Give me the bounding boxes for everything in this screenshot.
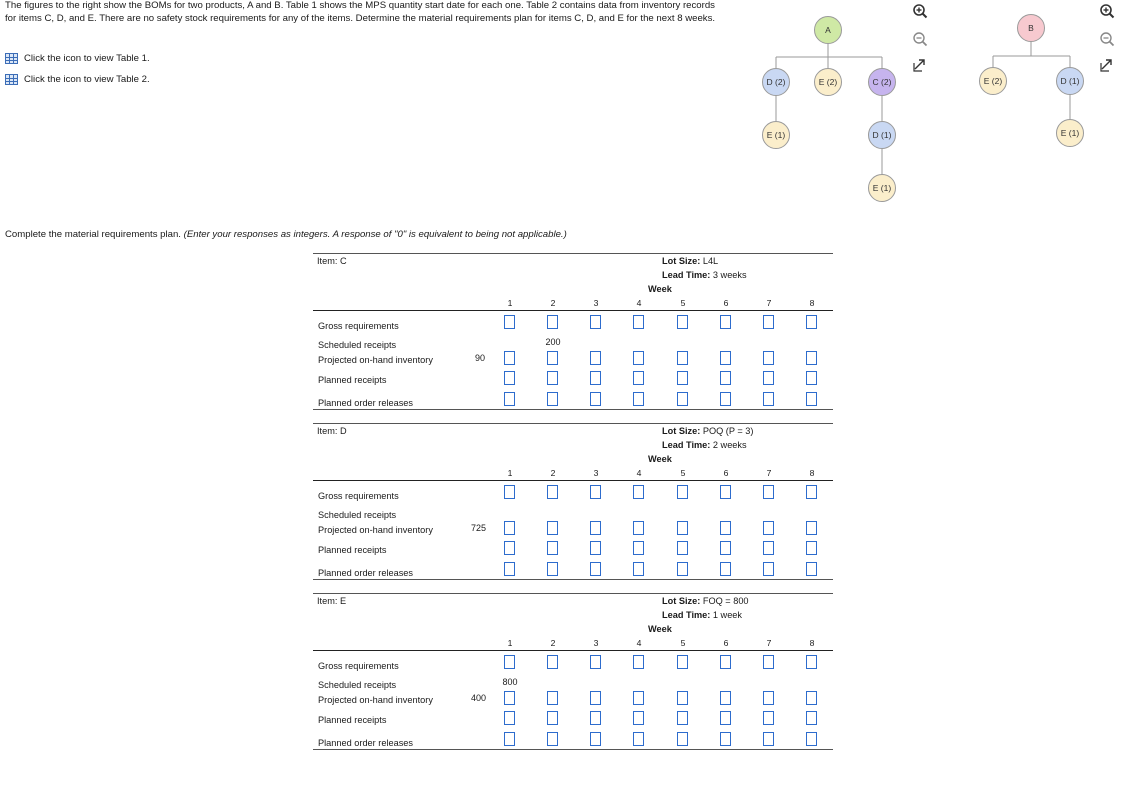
projected-on-hand-week-4-input[interactable] — [633, 351, 644, 365]
planned-order-releases-week-2-input[interactable] — [547, 562, 558, 576]
projected-on-hand-week-2-input[interactable] — [547, 521, 558, 535]
table-icon[interactable] — [5, 74, 18, 85]
zoom-out-icon[interactable] — [1099, 31, 1115, 47]
gross-requirements-week-4-input[interactable] — [633, 485, 644, 499]
planned-order-releases-week-8-input[interactable] — [806, 732, 817, 746]
planned-order-releases-week-7-input[interactable] — [763, 392, 774, 406]
week-number: 6 — [723, 638, 729, 648]
week-header: Week — [648, 624, 672, 634]
lot-size — [662, 256, 718, 266]
week-number: 3 — [593, 638, 599, 648]
mrp-table-item-c — [313, 253, 833, 410]
projected-on-hand-week-1-input[interactable] — [504, 691, 515, 705]
lead-time — [662, 440, 747, 450]
item-label: Item: D — [317, 426, 347, 436]
expand-icon[interactable] — [1099, 57, 1115, 73]
week-number: 4 — [636, 298, 642, 308]
lead-time — [662, 610, 742, 620]
scheduled-receipt-value: 200 — [545, 337, 561, 347]
week-number: 7 — [766, 298, 772, 308]
gross-requirements-week-1-input[interactable] — [504, 655, 515, 669]
lead-time-value: 2 weeks — [710, 440, 747, 450]
planned-order-releases-week-8-input[interactable] — [806, 392, 817, 406]
gross-requirements-week-5-input[interactable] — [677, 655, 688, 669]
table-bottom-rule — [313, 749, 833, 750]
table-2-link-label[interactable]: Click the icon to view Table 2. — [24, 74, 150, 85]
projected-on-hand-week-7-input[interactable] — [763, 691, 774, 705]
row-label: Planned order releases — [318, 398, 413, 408]
zoom-in-icon[interactable] — [912, 3, 928, 19]
projected-on-hand-week-6-input[interactable] — [720, 351, 731, 365]
week-number: 4 — [636, 638, 642, 648]
planned-receipts-week-3-input[interactable] — [590, 371, 601, 385]
lot-size-value: L4L — [700, 256, 719, 266]
lot-size — [662, 426, 753, 436]
planned-order-releases-week-6-input[interactable] — [720, 732, 731, 746]
planned-order-releases-week-1-input[interactable] — [504, 732, 515, 746]
week-number: 2 — [550, 298, 556, 308]
lead-time-value: 1 week — [710, 610, 743, 620]
lot-size-label: Lot Size: — [662, 256, 701, 266]
lot-size-label: Lot Size: — [662, 596, 701, 606]
table-2-link[interactable] — [5, 74, 150, 85]
projected-on-hand-week-4-input[interactable] — [633, 691, 644, 705]
planned-receipts-week-2-input[interactable] — [547, 371, 558, 385]
lead-time-label: Lead Time: — [662, 610, 711, 620]
projected-on-hand-week-5-input[interactable] — [677, 691, 688, 705]
table-icon[interactable] — [5, 53, 18, 64]
lot-size-value: POQ (P = 3) — [700, 426, 754, 436]
projected-on-hand-week-2-input[interactable] — [547, 351, 558, 365]
week-number: 5 — [680, 468, 686, 478]
planned-receipts-week-7-input[interactable] — [763, 371, 774, 385]
week-number: 8 — [809, 468, 815, 478]
planned-order-releases-week-5-input[interactable] — [677, 562, 688, 576]
projected-on-hand-week-2-input[interactable] — [547, 691, 558, 705]
mrp-table-item-e — [313, 593, 833, 750]
planned-order-releases-week-3-input[interactable] — [590, 392, 601, 406]
gross-requirements-week-2-input[interactable] — [547, 315, 558, 329]
week-number: 7 — [766, 468, 772, 478]
row-label: Planned receipts — [318, 715, 387, 725]
planned-receipts-week-1-input[interactable] — [504, 371, 515, 385]
planned-order-releases-week-1-input[interactable] — [504, 392, 515, 406]
table-top-rule — [313, 253, 833, 254]
row-label: Projected on-hand inventory — [318, 695, 433, 705]
row-label: Planned order releases — [318, 568, 413, 578]
projected-on-hand-week-1-input[interactable] — [504, 351, 515, 365]
week-number: 1 — [507, 468, 513, 478]
week-number: 8 — [809, 298, 815, 308]
bom-b-node-d-e: E (1) — [1056, 119, 1084, 147]
planned-receipts-week-5-input[interactable] — [677, 541, 688, 555]
item-label: Item: E — [317, 596, 347, 606]
planned-order-releases-week-4-input[interactable] — [633, 392, 644, 406]
planned-receipts-week-8-input[interactable] — [806, 711, 817, 725]
planned-order-releases-week-7-input[interactable] — [763, 562, 774, 576]
table-1-link[interactable] — [5, 53, 150, 64]
gross-requirements-week-7-input[interactable] — [763, 315, 774, 329]
table-1-link-label[interactable]: Click the icon to view Table 1. — [24, 53, 150, 64]
item-label: Item: C — [317, 256, 347, 266]
zoom-in-icon[interactable] — [1099, 3, 1115, 19]
row-label: Gross requirements — [318, 321, 399, 331]
row-label: Planned order releases — [318, 738, 413, 748]
projected-on-hand-week-5-input[interactable] — [677, 521, 688, 535]
gross-requirements-week-5-input[interactable] — [677, 485, 688, 499]
lot-size-value: FOQ = 800 — [700, 596, 749, 606]
week-number: 4 — [636, 468, 642, 478]
bom-a-node-d-e: E (1) — [762, 121, 790, 149]
planned-receipts-week-6-input[interactable] — [720, 371, 731, 385]
expand-icon[interactable] — [912, 57, 928, 73]
lot-size-label: Lot Size: — [662, 426, 701, 436]
planned-receipts-week-1-input[interactable] — [504, 711, 515, 725]
planned-order-releases-week-4-input[interactable] — [633, 732, 644, 746]
table-header-rule — [313, 650, 833, 651]
row-label: Scheduled receipts — [318, 510, 397, 520]
zoom-out-icon[interactable] — [912, 31, 928, 47]
bom-b-node-d: D (1) — [1056, 67, 1084, 95]
projected-on-hand-week-7-input[interactable] — [763, 351, 774, 365]
table-top-rule — [313, 593, 833, 594]
problem-statement: The figures to the right show the BOMs for two products, A and B. Table 1 shows the MPS quantity start date for each one. Table 2 contains data from inventory records for items C, D, and E. There are no safety stock requirements for any of the items. Determine the material requirements plan for items C, D, and E for the next 8 weeks. — [5, 0, 716, 24]
row-label: Scheduled receipts — [318, 340, 397, 350]
gross-requirements-week-4-input[interactable] — [633, 655, 644, 669]
planned-receipts-week-8-input[interactable] — [806, 371, 817, 385]
bom-a-node-e: E (2) — [814, 68, 842, 96]
bom-a-node-c-d: D (1) — [868, 121, 896, 149]
planned-order-releases-week-4-input[interactable] — [633, 562, 644, 576]
gross-requirements-week-6-input[interactable] — [720, 485, 731, 499]
bom-b-node-e: E (2) — [979, 67, 1007, 95]
planned-receipts-week-4-input[interactable] — [633, 371, 644, 385]
table-header-rule — [313, 480, 833, 481]
planned-receipts-week-3-input[interactable] — [590, 541, 601, 555]
planned-order-releases-week-1-input[interactable] — [504, 562, 515, 576]
gross-requirements-week-3-input[interactable] — [590, 315, 601, 329]
week-number: 3 — [593, 298, 599, 308]
planned-receipts-week-6-input[interactable] — [720, 541, 731, 555]
gross-requirements-week-3-input[interactable] — [590, 485, 601, 499]
week-header: Week — [648, 284, 672, 294]
row-label: Projected on-hand inventory — [318, 355, 433, 365]
week-number: 1 — [507, 298, 513, 308]
projected-on-hand-week-4-input[interactable] — [633, 521, 644, 535]
lot-size — [662, 596, 749, 606]
projected-on-hand-week-6-input[interactable] — [720, 521, 731, 535]
week-header: Week — [648, 454, 672, 464]
projected-on-hand-week-3-input[interactable] — [590, 521, 601, 535]
row-label: Planned receipts — [318, 545, 387, 555]
row-label: Gross requirements — [318, 491, 399, 501]
projected-on-hand-week-8-input[interactable] — [806, 521, 817, 535]
planned-order-releases-week-2-input[interactable] — [547, 392, 558, 406]
gross-requirements-week-1-input[interactable] — [504, 485, 515, 499]
projected-on-hand-week-7-input[interactable] — [763, 521, 774, 535]
planned-order-releases-week-8-input[interactable] — [806, 562, 817, 576]
lead-time-label: Lead Time: — [662, 270, 711, 280]
gross-requirements-week-6-input[interactable] — [720, 655, 731, 669]
gross-requirements-week-8-input[interactable] — [806, 655, 817, 669]
lead-time — [662, 270, 747, 280]
week-number: 2 — [550, 468, 556, 478]
initial-inventory: 725 — [471, 523, 487, 533]
planned-receipts-week-7-input[interactable] — [763, 711, 774, 725]
projected-on-hand-week-5-input[interactable] — [677, 351, 688, 365]
week-number: 6 — [723, 298, 729, 308]
table-top-rule — [313, 423, 833, 424]
week-number: 7 — [766, 638, 772, 648]
planned-receipts-week-3-input[interactable] — [590, 711, 601, 725]
planned-order-releases-week-5-input[interactable] — [677, 732, 688, 746]
table-header-rule — [313, 310, 833, 311]
gross-requirements-week-2-input[interactable] — [547, 485, 558, 499]
instruction-note: (Enter your responses as integers. A response of "0" is equivalent to being not applicable.) — [183, 229, 567, 240]
planned-receipts-week-7-input[interactable] — [763, 541, 774, 555]
planned-receipts-week-5-input[interactable] — [677, 371, 688, 385]
bom-a-node-c: C (2) — [868, 68, 896, 96]
week-number: 5 — [680, 298, 686, 308]
mrp-table-item-d — [313, 423, 833, 580]
gross-requirements-week-4-input[interactable] — [633, 315, 644, 329]
gross-requirements-week-5-input[interactable] — [677, 315, 688, 329]
planned-order-releases-week-5-input[interactable] — [677, 392, 688, 406]
projected-on-hand-week-3-input[interactable] — [590, 691, 601, 705]
bom-a-node-c-d-e: E (1) — [868, 174, 896, 202]
planned-order-releases-week-3-input[interactable] — [590, 562, 601, 576]
bom-a-node-a: A — [814, 16, 842, 44]
gross-requirements-week-8-input[interactable] — [806, 315, 817, 329]
week-number: 1 — [507, 638, 513, 648]
planned-receipts-week-6-input[interactable] — [720, 711, 731, 725]
week-number: 8 — [809, 638, 815, 648]
initial-inventory: 400 — [471, 693, 487, 703]
projected-on-hand-week-8-input[interactable] — [806, 351, 817, 365]
planned-order-releases-week-7-input[interactable] — [763, 732, 774, 746]
lead-time-label: Lead Time: — [662, 440, 711, 450]
gross-requirements-week-3-input[interactable] — [590, 655, 601, 669]
gross-requirements-week-2-input[interactable] — [547, 655, 558, 669]
row-label: Scheduled receipts — [318, 680, 397, 690]
planned-receipts-week-8-input[interactable] — [806, 541, 817, 555]
row-label: Gross requirements — [318, 661, 399, 671]
week-number: 3 — [593, 468, 599, 478]
gross-requirements-week-1-input[interactable] — [504, 315, 515, 329]
table-bottom-rule — [313, 579, 833, 580]
instruction-text — [5, 229, 567, 240]
gross-requirements-week-7-input[interactable] — [763, 655, 774, 669]
row-label: Projected on-hand inventory — [318, 525, 433, 535]
projected-on-hand-week-8-input[interactable] — [806, 691, 817, 705]
week-number: 2 — [550, 638, 556, 648]
projected-on-hand-week-1-input[interactable] — [504, 521, 515, 535]
week-number: 5 — [680, 638, 686, 648]
planned-order-releases-week-3-input[interactable] — [590, 732, 601, 746]
planned-order-releases-week-6-input[interactable] — [720, 392, 731, 406]
row-label: Planned receipts — [318, 375, 387, 385]
gross-requirements-week-7-input[interactable] — [763, 485, 774, 499]
planned-receipts-week-2-input[interactable] — [547, 541, 558, 555]
bom-a-node-d: D (2) — [762, 68, 790, 96]
bom-b-node-b: B — [1017, 14, 1045, 42]
week-number: 6 — [723, 468, 729, 478]
planned-order-releases-week-2-input[interactable] — [547, 732, 558, 746]
lead-time-value: 3 weeks — [710, 270, 747, 280]
planned-receipts-week-4-input[interactable] — [633, 711, 644, 725]
planned-receipts-week-4-input[interactable] — [633, 541, 644, 555]
projected-on-hand-week-3-input[interactable] — [590, 351, 601, 365]
planned-receipts-week-5-input[interactable] — [677, 711, 688, 725]
planned-receipts-week-1-input[interactable] — [504, 541, 515, 555]
planned-receipts-week-2-input[interactable] — [547, 711, 558, 725]
planned-order-releases-week-6-input[interactable] — [720, 562, 731, 576]
instruction-main: Complete the material requirements plan. — [5, 229, 184, 240]
projected-on-hand-week-6-input[interactable] — [720, 691, 731, 705]
scheduled-receipt-value: 800 — [502, 677, 518, 687]
gross-requirements-week-8-input[interactable] — [806, 485, 817, 499]
initial-inventory: 90 — [474, 353, 485, 363]
table-bottom-rule — [313, 409, 833, 410]
gross-requirements-week-6-input[interactable] — [720, 315, 731, 329]
